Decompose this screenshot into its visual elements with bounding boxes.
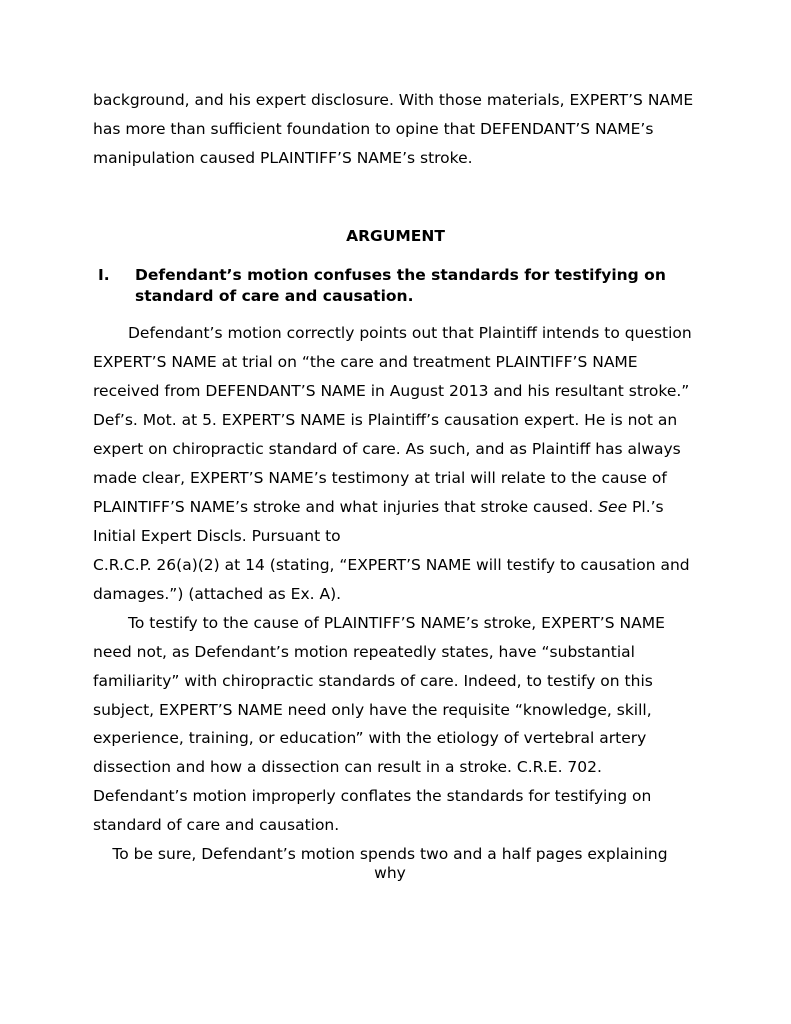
para2-line-6: dissection and how a dissection can result in a stroke. C.R.E. 702. — [93, 758, 602, 776]
para1-line-6: made clear, EXPERT’S NAME’s testimony at trial will relate to the cause of — [93, 469, 667, 487]
section-title-line-1: Defendant’s motion confuses the standards for testifying on — [135, 266, 666, 284]
para2-line-2: need not, as Defendant’s motion repeatedly states, have “substantial — [93, 643, 635, 661]
para1-line-5: expert on chiropractic standard of care. As such, and as Plaintiff has always — [93, 440, 681, 458]
para1-line-1: Defendant’s motion correctly points out that Plaintiff intends to question — [128, 324, 692, 342]
intro-line-3: manipulation caused PLAINTIFF’S NAME’s stroke. — [93, 149, 473, 167]
para1-line-7 — [93, 497, 664, 517]
intro-line-2: has more than sufficient foundation to opine that DEFENDANT’S NAME’s — [93, 120, 654, 138]
para1-line-3: received from DEFENDANT’S NAME in August 2013 and his resultant stroke.” — [93, 382, 690, 400]
para2-line-1: To testify to the cause of PLAINTIFF’S NAME’s stroke, EXPERT’S NAME — [128, 614, 665, 632]
para1-line-10: damages.”) (attached as Ex. A). — [93, 585, 342, 603]
para2-line-7: Defendant’s motion improperly conflates the standards for testifying on — [93, 787, 652, 805]
para2-line-3: familiarity” with chiropractic standards of care. Indeed, to testify on this — [93, 672, 653, 690]
para1-line-8: Initial Expert Discls. Pursuant to — [93, 527, 341, 545]
para1-line-9: C.R.C.P. 26(a)(2) at 14 (stating, “EXPERT’S NAME will testify to causation and — [93, 556, 690, 574]
para1-line-7-text: PLAINTIFF’S NAME’s stroke and what injuries that stroke caused. — [93, 498, 599, 516]
argument-heading: ARGUMENT — [346, 227, 445, 245]
para2-line-8: standard of care and causation. — [93, 816, 340, 834]
para2-line-5: experience, training, or education” with the etiology of vertebral artery — [93, 729, 647, 747]
para1-line-4: Def’s. Mot. at 5. EXPERT’S NAME is Plaintiff’s causation expert. He is not an — [93, 411, 678, 429]
intro-line-1: background, and his expert disclosure. With those materials, EXPERT’S NAME — [93, 91, 694, 109]
section-number: I. — [98, 266, 110, 284]
para1-line-2: EXPERT’S NAME at trial on “the care and treatment PLAINTIFF’S NAME — [93, 353, 638, 371]
para3-line-2: why — [374, 864, 406, 882]
para2-line-4: subject, EXPERT’S NAME need only have the requisite “knowledge, skill, — [93, 701, 652, 719]
para1-line-7-tail: Pl.’s — [627, 498, 664, 516]
section-title-line-2: standard of care and causation. — [135, 287, 414, 305]
para1-see-signal: See — [598, 498, 628, 516]
para3-line-1: To be sure, Defendant’s motion spends two and a half pages explaining — [112, 845, 668, 863]
